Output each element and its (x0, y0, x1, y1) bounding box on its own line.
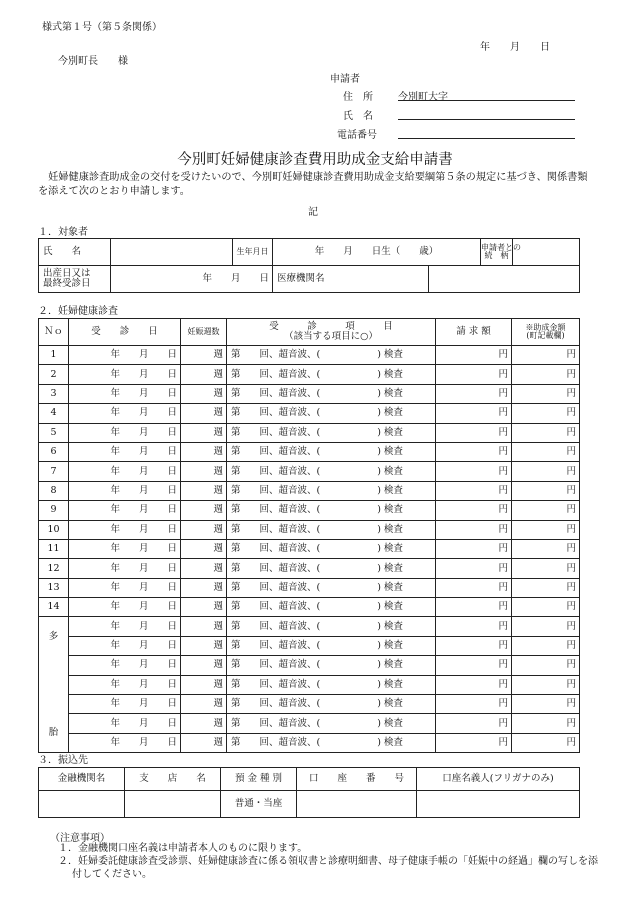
visit-date[interactable]: 年 月 日 (69, 539, 181, 558)
subsidy-amount: 円 (512, 675, 580, 694)
claim-amount[interactable]: 円 (436, 578, 512, 597)
birth-date-label: 出産日又は 最終受診日 (39, 266, 111, 293)
subsidy-amount: 円 (512, 384, 580, 403)
pregnancy-weeks[interactable]: 週 (181, 559, 227, 578)
account-type-select[interactable]: 普通・当座 (221, 791, 297, 818)
pregnancy-weeks[interactable]: 週 (181, 481, 227, 500)
page-title: 今別町妊婦健康診査費用助成金支給申請書 (177, 152, 453, 168)
table-row (39, 578, 580, 597)
exam-items[interactable]: 第 回、超音波、( ) 検査 (227, 617, 436, 636)
subsidy-amount: 円 (512, 578, 580, 597)
claim-amount[interactable]: 円 (436, 384, 512, 403)
subsidy-amount: 円 (512, 481, 580, 500)
row-number: 11 (39, 539, 69, 558)
exam-items[interactable]: 第 回、超音波、( ) 検査 (227, 656, 436, 675)
subsidy-amount: 円 (512, 559, 580, 578)
col-no: Ｎｏ (39, 319, 69, 346)
col-claim: 請 求 額 (436, 319, 512, 346)
subsidy-amount: 円 (512, 520, 580, 539)
birth-label: 生年月日 (233, 239, 273, 266)
exam-items[interactable]: 第 回、超音波、( ) 検査 (227, 442, 436, 461)
pregnancy-weeks[interactable]: 週 (181, 598, 227, 617)
pregnancy-weeks[interactable]: 週 (181, 423, 227, 442)
exam-items[interactable]: 第 回、超音波、( ) 検査 (227, 675, 436, 694)
visit-date[interactable]: 年 月 日 (69, 346, 181, 365)
col-date: 受 診 日 (69, 319, 181, 346)
visit-date[interactable]: 年 月 日 (69, 675, 181, 694)
checkup-body (39, 346, 580, 753)
subsidy-amount: 円 (512, 501, 580, 520)
col-type: 預 金 種 別 (221, 768, 297, 791)
table-row-multi (39, 636, 580, 655)
pregnancy-weeks[interactable]: 週 (181, 404, 227, 423)
pregnancy-weeks[interactable]: 週 (181, 365, 227, 384)
pregnancy-weeks[interactable]: 週 (181, 462, 227, 481)
exam-items[interactable]: 第 回、超音波、( ) 検査 (227, 365, 436, 384)
addressee: 今別町長 様 (58, 56, 128, 67)
col-items: 受 診 項 目 （該当する項目に○） (227, 319, 436, 346)
pregnancy-weeks[interactable]: 週 (181, 578, 227, 597)
claim-amount[interactable]: 円 (436, 539, 512, 558)
exam-items[interactable]: 第 回、超音波、( ) 検査 (227, 714, 436, 733)
visit-date[interactable]: 年 月 日 (69, 695, 181, 714)
row-number: 12 (39, 559, 69, 578)
bank-table (38, 767, 580, 818)
table-row (39, 539, 580, 558)
row-number: 9 (39, 501, 69, 520)
row-number: 13 (39, 578, 69, 597)
pregnancy-weeks[interactable]: 週 (181, 520, 227, 539)
visit-date[interactable]: 年 月 日 (69, 442, 181, 461)
visit-date[interactable]: 年 月 日 (69, 501, 181, 520)
subject-name-label: 氏 名 (39, 239, 111, 266)
account-number-input[interactable] (297, 791, 417, 818)
table-row (39, 423, 580, 442)
col-holder: 口座名義人(フリガナのみ) (417, 768, 580, 791)
visit-date[interactable]: 年 月 日 (69, 578, 181, 597)
phone-label: 電話番号 (337, 130, 377, 141)
row-number: 14 (39, 598, 69, 617)
subsidy-amount: 円 (512, 346, 580, 365)
pregnancy-weeks[interactable]: 週 (181, 442, 227, 461)
subsidy-amount: 円 (512, 714, 580, 733)
relation-input[interactable] (513, 239, 580, 266)
claim-amount[interactable]: 円 (436, 656, 512, 675)
table-row-multi (39, 675, 580, 694)
relation-label: 申請者との 続 柄 (481, 239, 513, 266)
claim-amount[interactable]: 円 (436, 733, 512, 752)
claim-amount[interactable]: 円 (436, 636, 512, 655)
note-2: ２．妊婦委託健康診査受診票、妊婦健康診査に係る領収書と診療明細書、母子健康手帳の「妊娠中の経過」欄の写しを添付してください。 (58, 856, 598, 880)
birth-value[interactable]: 年 月 日生（ 歳） (273, 239, 481, 266)
row-number: 10 (39, 520, 69, 539)
section2-heading: ２．妊婦健康診査 (38, 306, 118, 317)
exam-items[interactable]: 第 回、超音波、( ) 検査 (227, 578, 436, 597)
subsidy-amount: 円 (512, 539, 580, 558)
subsidy-amount: 円 (512, 423, 580, 442)
table-row (39, 501, 580, 520)
visit-date[interactable]: 年 月 日 (69, 520, 181, 539)
row-number: 4 (39, 404, 69, 423)
pregnancy-weeks[interactable]: 週 (181, 346, 227, 365)
exam-items[interactable]: 第 回、超音波、( ) 検査 (227, 423, 436, 442)
claim-amount[interactable]: 円 (436, 481, 512, 500)
pregnancy-weeks[interactable]: 週 (181, 636, 227, 655)
col-branch: 支 店 名 (125, 768, 221, 791)
claim-amount[interactable]: 円 (436, 442, 512, 461)
exam-items[interactable]: 第 回、超音波、( ) 検査 (227, 559, 436, 578)
exam-items[interactable]: 第 回、超音波、( ) 検査 (227, 539, 436, 558)
row-number: 8 (39, 481, 69, 500)
exam-items[interactable]: 第 回、超音波、( ) 検査 (227, 404, 436, 423)
exam-items[interactable]: 第 回、超音波、( ) 検査 (227, 733, 436, 752)
table-row-multi (39, 714, 580, 733)
exam-items[interactable]: 第 回、超音波、( ) 検査 (227, 520, 436, 539)
col-weeks: 妊娠週数 (181, 319, 227, 346)
claim-amount[interactable]: 円 (436, 423, 512, 442)
visit-date[interactable]: 年 月 日 (69, 462, 181, 481)
exam-items[interactable]: 第 回、超音波、( ) 検査 (227, 598, 436, 617)
visit-date[interactable]: 年 月 日 (69, 714, 181, 733)
row-number: 1 (39, 346, 69, 365)
row-number: 6 (39, 442, 69, 461)
subsidy-amount: 円 (512, 656, 580, 675)
table-row (39, 559, 580, 578)
subsidy-amount: 円 (512, 617, 580, 636)
subsidy-amount: 円 (512, 442, 580, 461)
table-row-multi (39, 695, 580, 714)
pregnancy-weeks[interactable]: 週 (181, 733, 227, 752)
pregnancy-weeks[interactable]: 週 (181, 675, 227, 694)
exam-items[interactable]: 第 回、超音波、( ) 検査 (227, 501, 436, 520)
ki-mark: 記 (308, 207, 318, 218)
table-row (39, 346, 580, 365)
visit-date[interactable]: 年 月 日 (69, 656, 181, 675)
visit-date[interactable]: 年 月 日 (69, 404, 181, 423)
visit-date[interactable]: 年 月 日 (69, 598, 181, 617)
birth-date-value[interactable]: 年 月 日 (111, 266, 273, 293)
table-row (39, 365, 580, 384)
intro-paragraph: 妊婦健康診査助成金の交付を受けたいので、今別町妊婦健康診査費用助成金支給要綱第５条の規定に基づき、関係書類を添えて次のとおり申請します。 (38, 172, 588, 197)
address-value[interactable]: 今別町大字 (398, 92, 448, 103)
address-label: 住 所 (343, 92, 373, 103)
claim-amount[interactable]: 円 (436, 462, 512, 481)
visit-date[interactable]: 年 月 日 (69, 365, 181, 384)
subsidy-amount: 円 (512, 462, 580, 481)
subsidy-amount: 円 (512, 365, 580, 384)
account-holder-input[interactable] (417, 791, 580, 818)
exam-items[interactable]: 第 回、超音波、( ) 検査 (227, 346, 436, 365)
section1-heading: １．対象者 (38, 227, 88, 238)
table-row-multi (39, 656, 580, 675)
claim-amount[interactable]: 円 (436, 714, 512, 733)
pregnancy-weeks[interactable]: 週 (181, 539, 227, 558)
table-row-multi (39, 617, 580, 636)
col-subsidy: ※助成金額 (町記載欄) (512, 319, 580, 346)
claim-amount[interactable]: 円 (436, 365, 512, 384)
claim-amount[interactable]: 円 (436, 598, 512, 617)
subsidy-amount: 円 (512, 404, 580, 423)
row-number: 3 (39, 384, 69, 403)
institution-label: 医療機関名 (273, 266, 429, 293)
table-row (39, 462, 580, 481)
applicant-label: 申請者 (330, 74, 360, 85)
claim-amount[interactable]: 円 (436, 617, 512, 636)
exam-items[interactable]: 第 回、超音波、( ) 検査 (227, 462, 436, 481)
exam-items[interactable]: 第 回、超音波、( ) 検査 (227, 384, 436, 403)
claim-amount[interactable]: 円 (436, 675, 512, 694)
subsidy-amount: 円 (512, 598, 580, 617)
note-1: １．金融機関口座名義は申請者本人のものに限ります。 (58, 843, 308, 854)
visit-date[interactable]: 年 月 日 (69, 617, 181, 636)
visit-date[interactable]: 年 月 日 (69, 384, 181, 403)
table-row (39, 481, 580, 500)
claim-amount[interactable]: 円 (436, 695, 512, 714)
pregnancy-weeks[interactable]: 週 (181, 656, 227, 675)
claim-amount[interactable]: 円 (436, 404, 512, 423)
visit-date[interactable]: 年 月 日 (69, 423, 181, 442)
table-row (39, 520, 580, 539)
claim-amount[interactable]: 円 (436, 346, 512, 365)
claim-amount[interactable]: 円 (436, 520, 512, 539)
table-row (39, 598, 580, 617)
table-row (39, 384, 580, 403)
row-number: 2 (39, 365, 69, 384)
pregnancy-weeks[interactable]: 週 (181, 384, 227, 403)
pregnancy-weeks[interactable]: 週 (181, 714, 227, 733)
col-account: 口 座 番 号 (297, 768, 417, 791)
form-number: 様式第１号（第５条関係） (42, 22, 162, 33)
visit-date[interactable]: 年 月 日 (69, 636, 181, 655)
pregnancy-weeks[interactable]: 週 (181, 501, 227, 520)
table-row-multi (39, 733, 580, 752)
col-bank: 金融機関名 (39, 768, 125, 791)
name-field[interactable] (398, 119, 575, 120)
claim-amount[interactable]: 円 (436, 501, 512, 520)
row-number: 5 (39, 423, 69, 442)
checkup-table (38, 318, 580, 753)
visit-date[interactable]: 年 月 日 (69, 481, 181, 500)
exam-items[interactable]: 第 回、超音波、( ) 検査 (227, 695, 436, 714)
subsidy-amount: 円 (512, 695, 580, 714)
branch-input[interactable] (125, 791, 221, 818)
address-underline (398, 100, 575, 101)
claim-amount[interactable]: 円 (436, 559, 512, 578)
date-field[interactable]: 年 月 日 (480, 42, 550, 53)
phone-field[interactable] (398, 138, 575, 139)
subject-table (38, 238, 580, 293)
pregnancy-weeks[interactable]: 週 (181, 617, 227, 636)
notes-heading: （注意事項） (50, 833, 110, 844)
exam-items[interactable]: 第 回、超音波、( ) 検査 (227, 481, 436, 500)
subsidy-amount: 円 (512, 733, 580, 752)
name-label: 氏 名 (343, 111, 373, 122)
subject-name-input[interactable] (111, 239, 233, 266)
exam-items[interactable]: 第 回、超音波、( ) 検査 (227, 636, 436, 655)
visit-date[interactable]: 年 月 日 (69, 559, 181, 578)
table-row (39, 404, 580, 423)
table-row (39, 442, 580, 461)
pregnancy-weeks[interactable]: 週 (181, 695, 227, 714)
subsidy-amount: 円 (512, 636, 580, 655)
institution-input[interactable] (429, 266, 580, 293)
multiple-pregnancy-label: 多 胎 (39, 617, 69, 753)
bank-input[interactable] (39, 791, 125, 818)
section3-heading: ３．振込先 (38, 755, 88, 766)
row-number: 7 (39, 462, 69, 481)
visit-date[interactable]: 年 月 日 (69, 733, 181, 752)
